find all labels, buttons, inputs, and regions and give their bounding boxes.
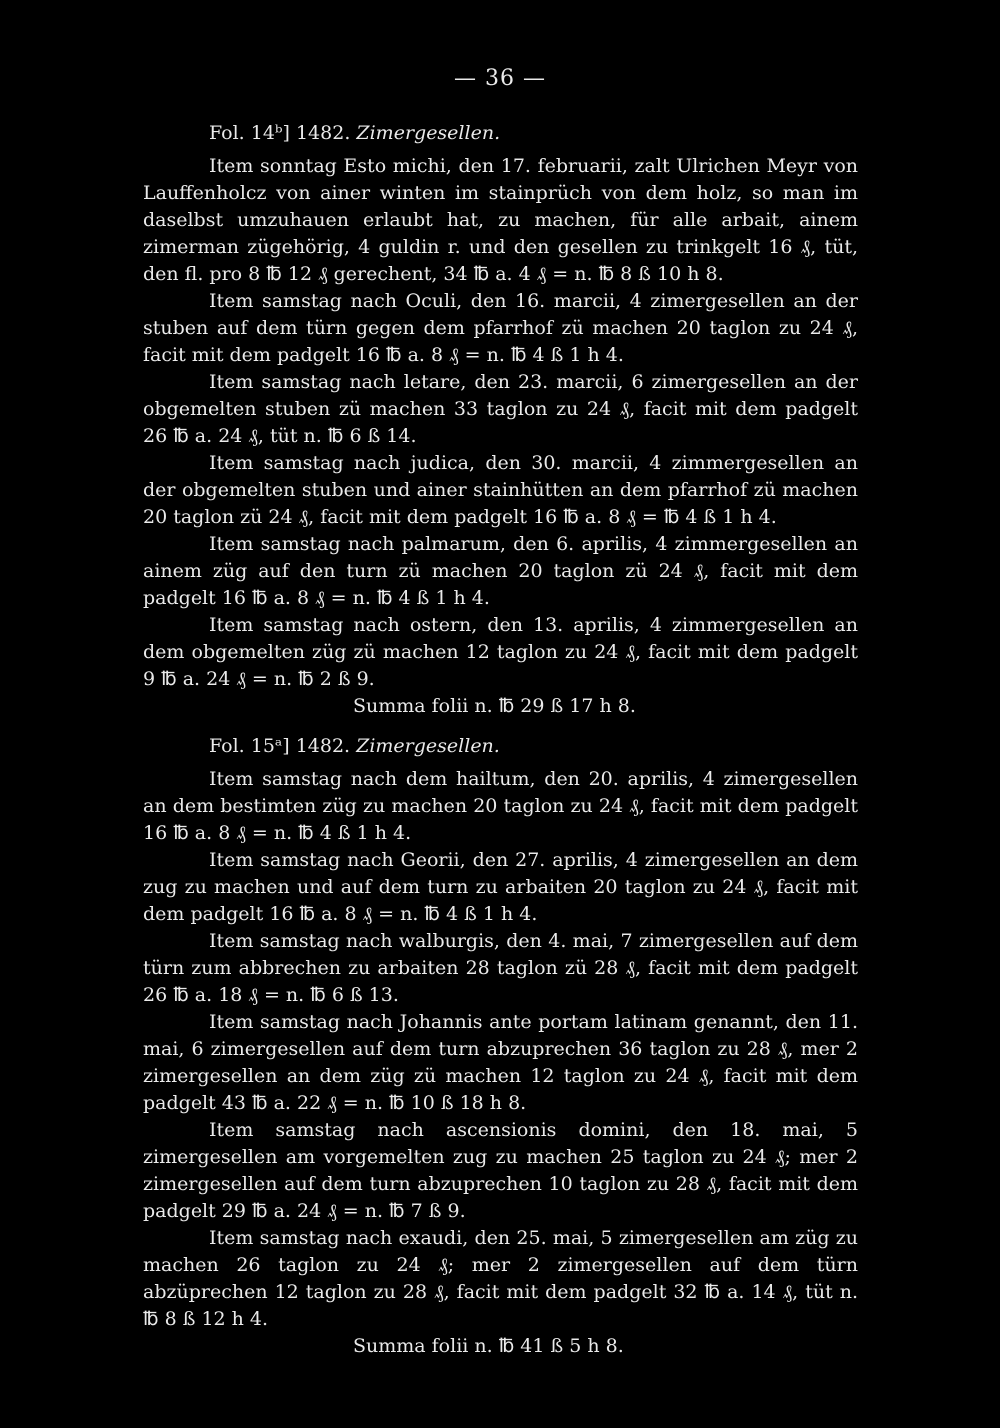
folio-reference: Fol. 14ᵇ] 1482. [209,122,351,144]
section-fol-14b [143,120,858,720]
section-fol-15a [143,733,858,1360]
entry-paragraph: Item samstag nach dem hailtum, den 20. aprilis, 4 zimergesellen an dem bestimten züg zu machen 20 taglon zu 24 ₰, facit mit dem padgelt 16 ℔ a. 8 ₰ = n. ℔ 4 ß 1 h 4. [143,768,858,844]
entry-paragraph: Item sonntag Esto michi, den 17. februarii, zalt Ulrichen Meyr von Lauffenholcz von ainer winten im stainprüch von dem holz, so man im daselbst umzuhauen erlaubt hat, zu machen, für alle arbait, ainem zimerman zügehörig, 4 guldin r. und den gesellen zu trinkgelt 16 ₰, tüt, den fl. pro 8 ℔ 12 ₰ gerechent, 34 ℔ a. 4 ₰ = n. ℔ 8 ß 10 h 8. [143,155,858,285]
section-heading [143,733,858,759]
folio-reference: Fol. 15ᵃ] 1482. [209,735,351,757]
entry-paragraph: Item samstag nach Oculi, den 16. marcii, 4 zimergesellen an der stuben auf dem türn gegen dem pfarrhof zü machen 20 taglon zu 24 ₰, facit mit dem padgelt 16 ℔ a. 8 ₰ = n. ℔ 4 ß 1 h 4. [143,290,858,366]
entry-paragraph: Item samstag nach judica, den 30. marcii, 4 zimmergesellen an der obgemelten stuben und ainer stainhütten an dem pfarrhof zü machen 20 taglon zü 24 ₰, facit mit dem padgelt 16 ℔ a. 8 ₰ = ℔ 4 ß 1 h 4. [143,452,858,528]
summa-folii: Summa folii n. ℔ 29 ß 17 h 8. [353,695,636,717]
entry-paragraph: Item samstag nach palmarum, den 6. aprilis, 4 zimmergesellen an ainem züg auf den turn zü machen 20 taglon zü 24 ₰, facit mit dem padgelt 16 ℔ a. 8 ₰ = n. ℔ 4 ß 1 h 4. [143,533,858,609]
entry-paragraph: Item samstag nach ascensionis domini, den 18. mai, 5 zimergesellen am vorgemelten zug zu machen 25 taglon zu 24 ₰; mer 2 zimergesellen auf dem turn abzuprechen 10 taglon zu 28 ₰, facit mit dem padgelt 29 ℔ a. 24 ₰ = n. ℔ 7 ß 9. [143,1119,858,1222]
page-number: — 36 — [454,66,546,91]
entry-paragraph: Item samstag nach Johannis ante portam latinam genannt, den 11. mai, 6 zimergesellen auf dem turn abzuprechen 36 taglon zu 28 ₰, mer 2 zimergesellen an dem züg zü machen 12 taglon zu 24 ₰, facit mit dem padgelt 43 ℔ a. 22 ₰ = n. ℔ 10 ß 18 h 8. [143,1011,858,1114]
entry-paragraph: Item samstag nach ostern, den 13. aprilis, 4 zimmergesellen an dem obgemelten züg zü machen 12 taglon zu 24 ₰, facit mit dem padgelt 9 ℔ a. 24 ₰ = n. ℔ 2 ß 9. [143,614,858,690]
entry-paragraph: Item samstag nach letare, den 23. marcii, 6 zimergesellen an der obgemelten stuben zü machen 33 taglon zu 24 ₰, facit mit dem padgelt 26 ℔ a. 24 ₰, tüt n. ℔ 6 ß 14. [143,371,858,447]
entry-paragraph: Item samstag nach exaudi, den 25. mai, 5 zimergesellen am züg zu machen 26 taglon zu 24 ₰; mer 2 zimergesellen auf dem türn abzüprechen 12 taglon zu 28 ₰, facit mit dem padgelt 32 ℔ a. 14 ₰, tüt n. ℔ 8 ß 12 h 4. [143,1227,858,1330]
entry-paragraph: Item samstag nach walburgis, den 4. mai, 7 zimergesellen auf dem türn zum abbrechen zu arbaiten 28 taglon zü 28 ₰, facit mit dem padgelt 26 ℔ a. 18 ₰ = n. ℔ 6 ß 13. [143,930,858,1006]
entry-paragraph: Item samstag nach Georii, den 27. aprilis, 4 zimergesellen an dem zug zu machen und auf dem turn zu arbaiten 20 taglon zu 24 ₰, facit mit dem padgelt 16 ℔ a. 8 ₰ = n. ℔ 4 ß 1 h 4. [143,849,858,925]
summa-folii: Summa folii n. ℔ 41 ß 5 h 8. [353,1335,624,1357]
section-heading [143,120,858,146]
section-title: Zimergesellen. [356,122,501,144]
section-title: Zimergesellen. [356,735,500,757]
